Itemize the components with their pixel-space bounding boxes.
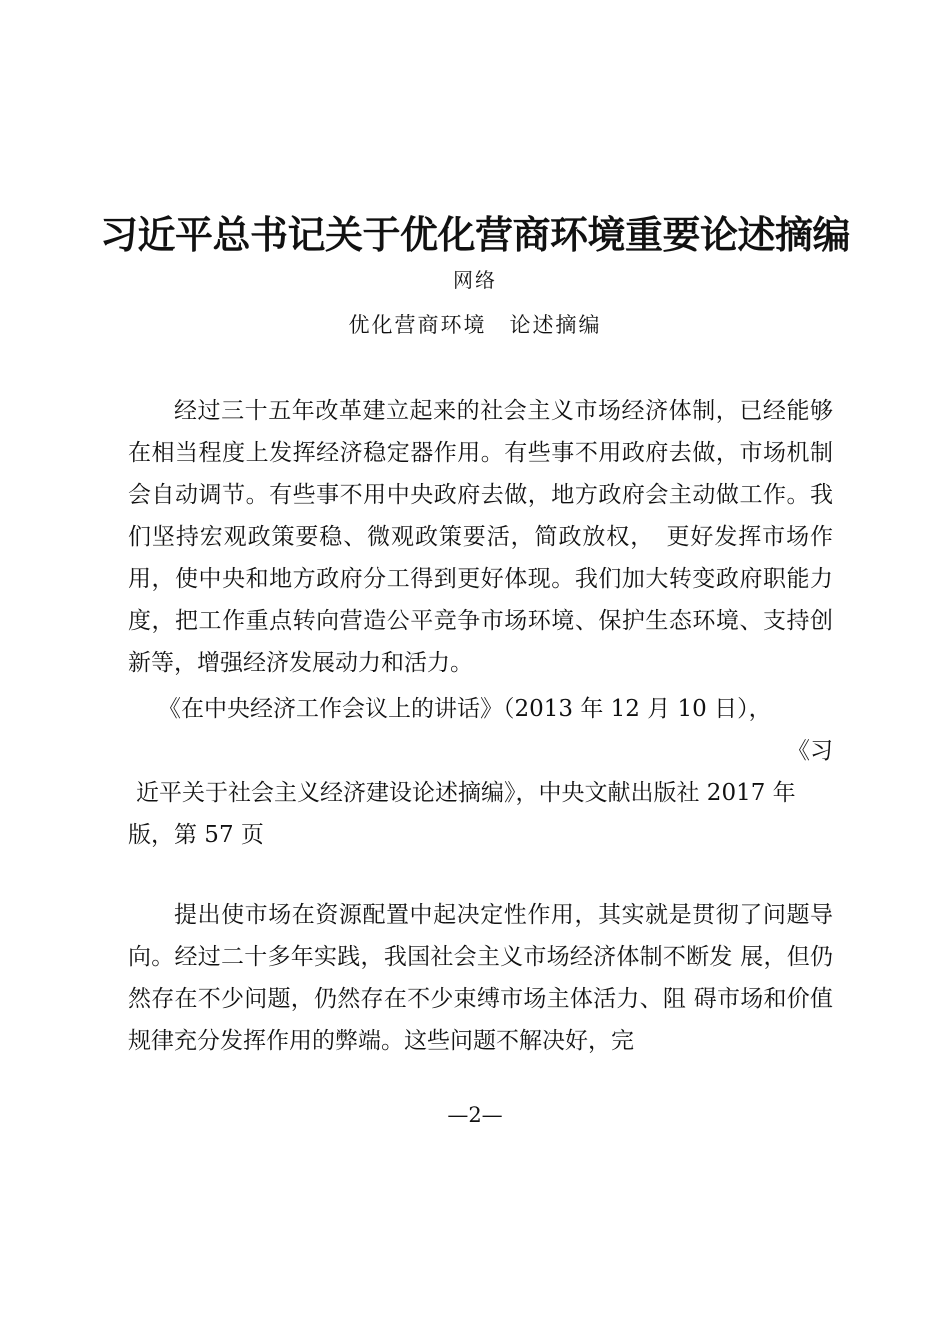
source-line-4: 版，第 57 页 — [128, 822, 264, 848]
body-paragraph-2: 提出使市场在资源配置中起决定性作用，其实就是贯彻了问题导向。经过二十多年实践，我国社会主义市场经济体制不断发 展，但仍然存在不少问题，仍然存在不少束缚市场主体活力、阻 碍市场和价值规律充分发挥作用的弊端。这些问题不解决好，完 — [128, 902, 833, 1054]
document-title: 习近平总书记关于优化营商环境重要论述摘编 — [99, 213, 850, 257]
source-citation — [128, 688, 833, 856]
document-subtitle: 网络 — [453, 268, 497, 292]
source-line-1: 《在中央经济工作会议上的讲话》（2013 年 12 月 10 日）， — [158, 696, 772, 722]
source-line-3: 近平关于社会主义经济建设论述摘编》，中央文献出版社 2017 年 — [136, 780, 796, 806]
source-line-2: 《习 — [787, 738, 833, 764]
body-paragraph-1: 经过三十五年改革建立起来的社会主义市场经济体制，已经能够在相当程度上发挥经济稳定器作用。有些事不用政府去做，市场机制会自动调节。有些事不用中央政府去做，地方政府会主动做工作。我们坚持宏观政策要稳、微观政策要活，简政放权， 更好发挥市场作用，使中央和地方政府分工得到更好体现。我们加大转变政府职能力度，把工作重点转向营造公平竞争市场环境、保护生态环境、支持创新等，增强经济发展动力和活力。 — [128, 398, 833, 676]
page-number: —2— — [447, 1103, 503, 1127]
document-keywords: 优化营商环境 论述摘编 — [348, 313, 602, 337]
